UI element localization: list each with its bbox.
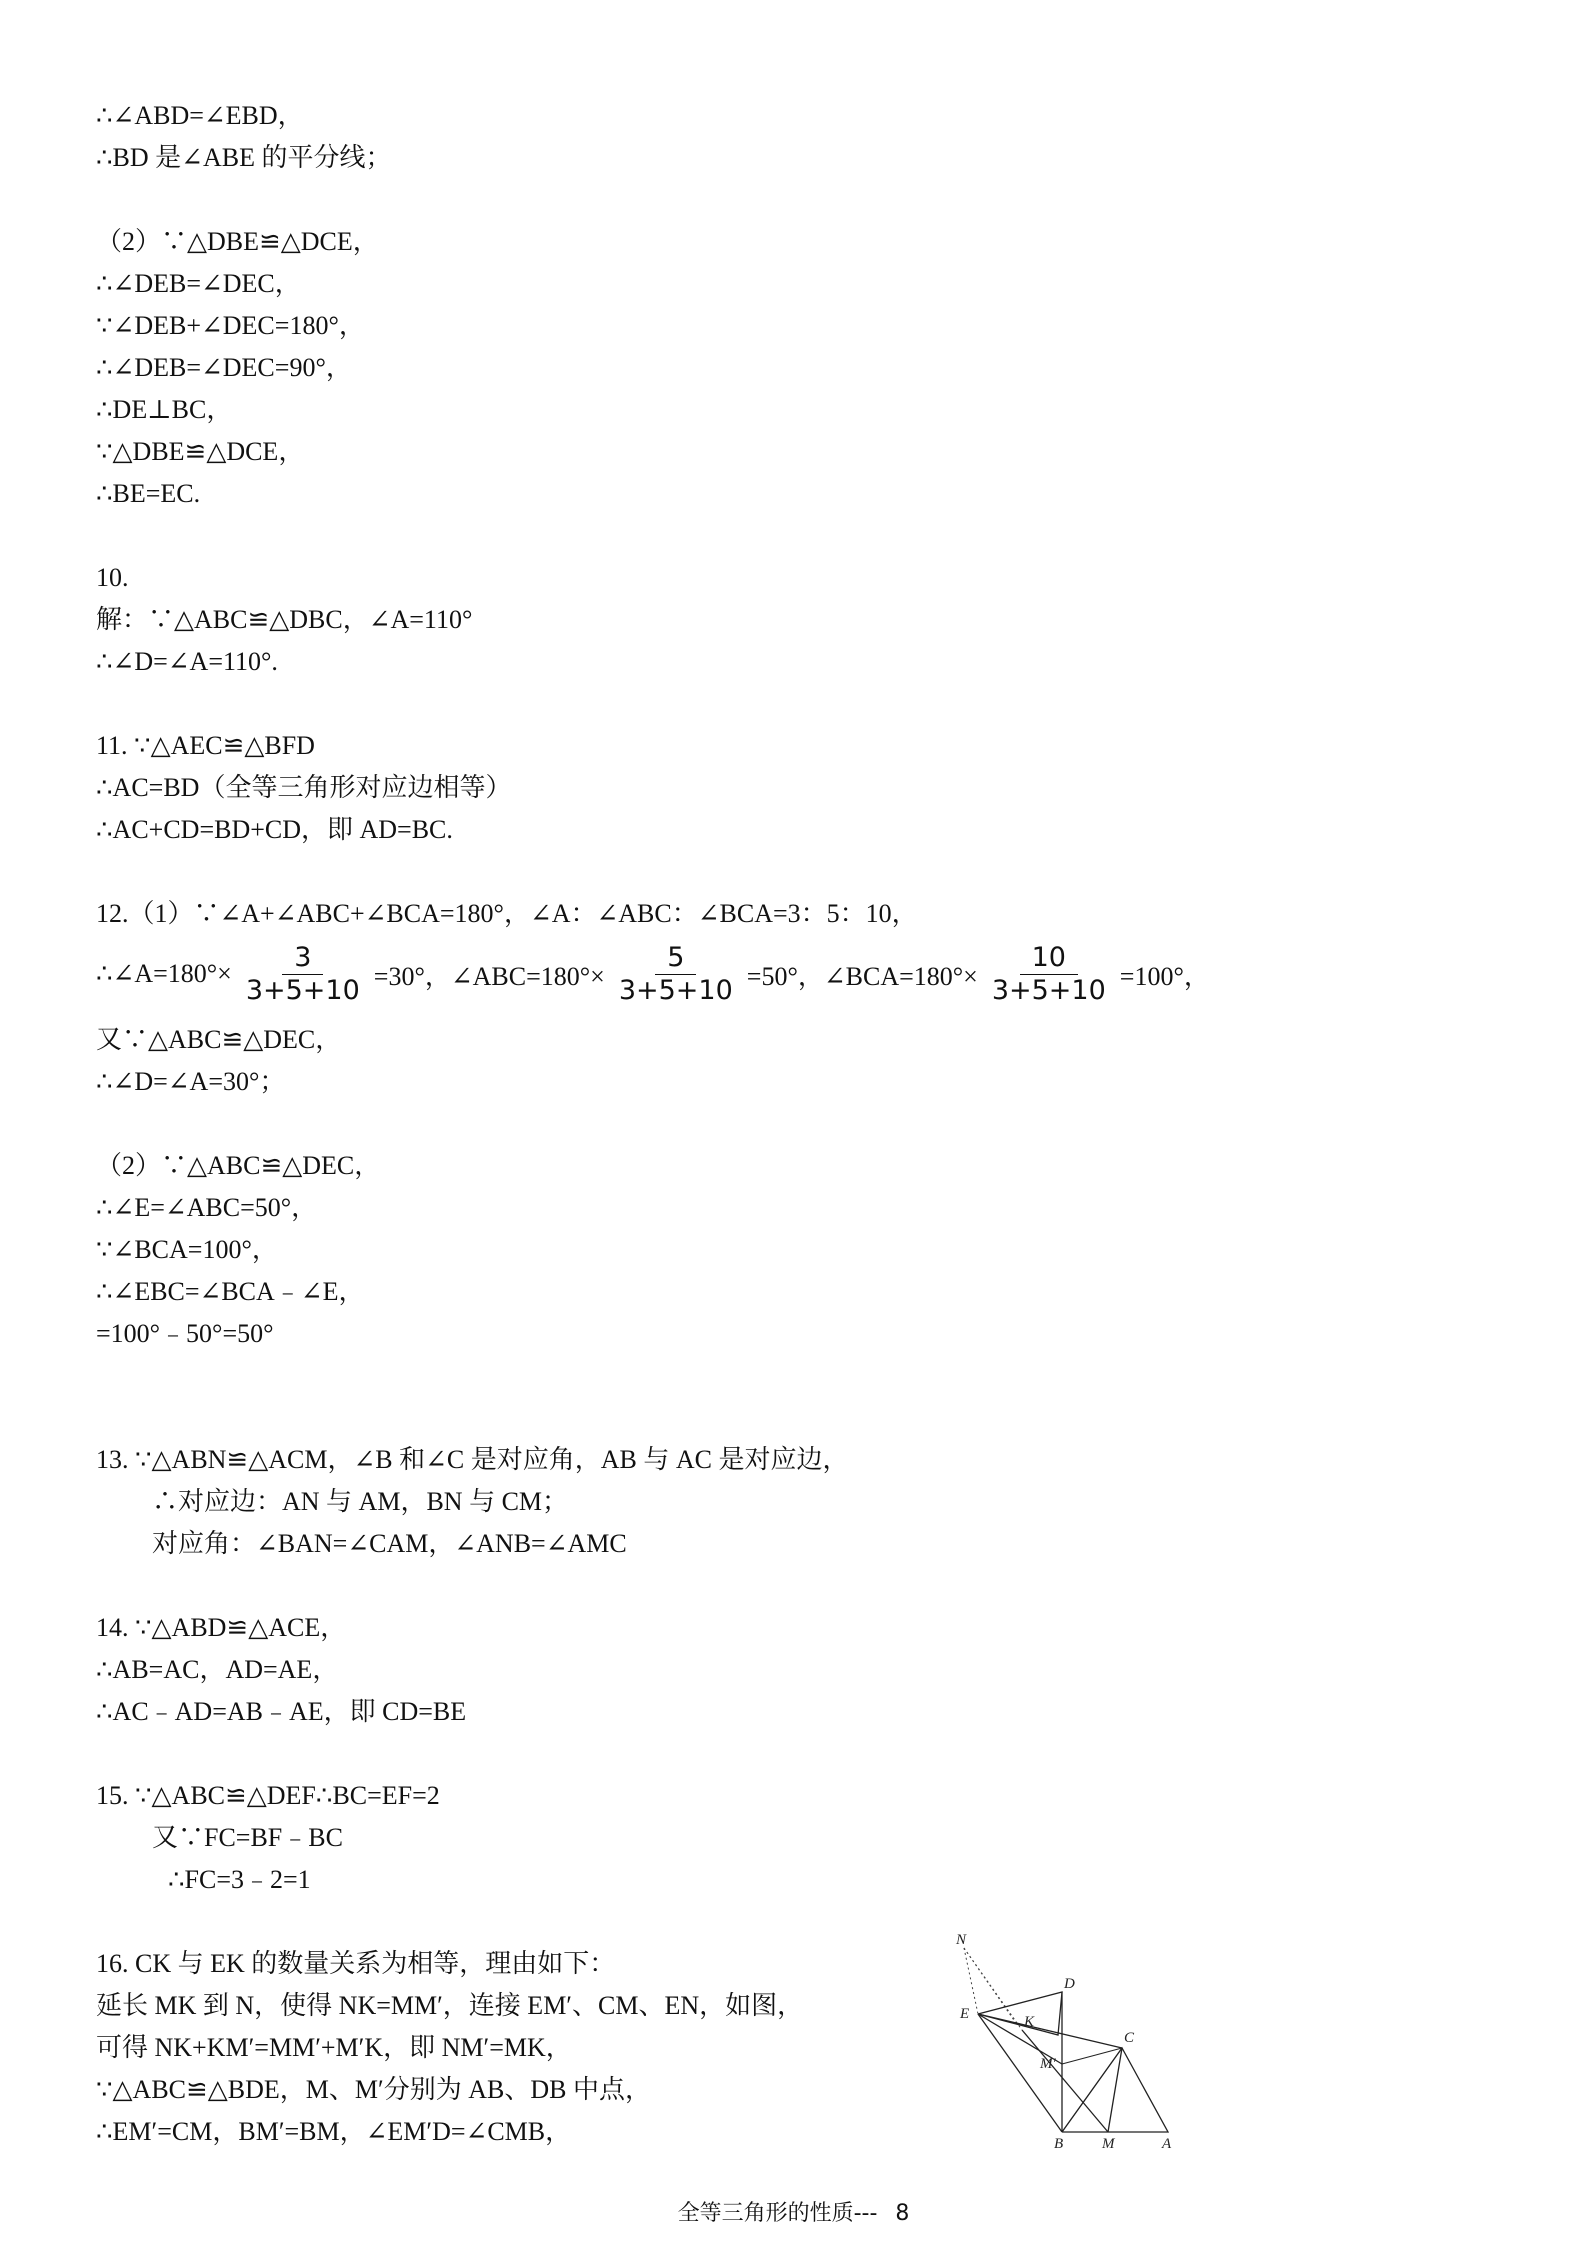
text-line: ∴EM′=CM，BM′=BM，∠EM′D=∠CMB， xyxy=(96,2117,572,2146)
label-k: K xyxy=(1024,2014,1035,2030)
label-b: B xyxy=(1054,2136,1064,2150)
text-line: =100°﹣50°=50° xyxy=(96,1319,274,1348)
dotted-line-ne xyxy=(964,1948,978,2014)
text-line: ∴AC=BD（全等三角形对应边相等） xyxy=(96,773,512,802)
label-m: M xyxy=(1102,2136,1115,2150)
text-line: ∴AC+CD=BD+CD，即 AD=BC. xyxy=(96,815,453,844)
text-line: ∵△ABC≌△BDE，M、M′分别为 AB、DB 中点， xyxy=(96,2075,651,2104)
text-line: 13. ∵△ABN≌△ACM，∠B 和∠C 是对应角，AB 与 AC 是对应边， xyxy=(96,1445,849,1474)
text-line: （2）∵△ABC≌△DEC， xyxy=(96,1151,381,1180)
label-c: C xyxy=(1124,2030,1135,2046)
fraction xyxy=(234,942,372,1007)
dotted-line-nk2 xyxy=(964,1948,1018,2026)
page-number: 8 xyxy=(895,2201,910,2226)
geometry-figure xyxy=(950,1930,1180,2150)
question-number: 10. xyxy=(96,563,129,592)
text-line: ∴DE⊥BC， xyxy=(96,395,233,424)
text-line: 16. CK 与 EK 的数量关系为相等，理由如下： xyxy=(96,1949,616,1978)
text-line: ∴∠EBC=∠BCA﹣∠E， xyxy=(96,1277,365,1306)
fraction-denominator: 3+5+10 xyxy=(618,974,733,1006)
text-line: 又∵FC=BF﹣BC xyxy=(152,1823,343,1852)
segment-ec xyxy=(978,2014,1122,2048)
fraction xyxy=(607,942,745,1007)
segment-km xyxy=(1022,2030,1108,2132)
fraction-numerator: 3 xyxy=(282,942,323,975)
fraction-denominator: 3+5+10 xyxy=(245,974,360,1006)
text-line: 12.（1）∵∠A+∠ABC+∠BCA=180°，∠A：∠ABC：∠BCA=3：5：10， xyxy=(96,899,918,928)
equation-text: =30°，∠ABC=180°× xyxy=(373,961,605,991)
text-line: 延长 MK 到 N，使得 NK=MM′，连接 EM′、CM、EN，如图， xyxy=(96,1991,804,2020)
text-line: ∵∠BCA=100°， xyxy=(96,1235,278,1264)
label-n: N xyxy=(956,1932,967,1948)
text-line: 解：∵△ABC≌△DBC，∠A=110° xyxy=(96,605,473,634)
text-line: ∴∠ABD=∠EBD， xyxy=(96,101,304,130)
text-line: ∴FC=3﹣2=1 xyxy=(168,1865,311,1894)
text-line: 11. ∵△AEC≌△BFD xyxy=(96,731,315,760)
segment-cm xyxy=(1108,2048,1122,2132)
text-line: ∴∠DEB=∠DEC， xyxy=(96,269,301,298)
fraction xyxy=(980,942,1118,1007)
text-line: 又∵△ABC≌△DEC， xyxy=(96,1025,342,1054)
fraction-numerator: 5 xyxy=(655,942,696,975)
equation-text: =100°， xyxy=(1119,961,1210,991)
text-line: ∴BD 是∠ABE 的平分线； xyxy=(96,143,392,172)
text-line: 可得 NK+KM′=MM′+M′K，即 NM′=MK， xyxy=(96,2033,572,2062)
triangle-bde-top xyxy=(978,1992,1062,2035)
fraction-equation-line xyxy=(96,934,1210,1014)
text-line: ∵∠DEB+∠DEC=180°， xyxy=(96,311,365,340)
text-line: ∴∠D=∠A=110°. xyxy=(96,647,278,676)
equation-text: =50°，∠BCA=180°× xyxy=(746,961,978,991)
text-line: （2）∵△DBE≌△DCE， xyxy=(96,227,379,256)
fraction-denominator: 3+5+10 xyxy=(991,974,1106,1006)
segment-eb xyxy=(978,2014,1062,2132)
text-line: ∴BE=EC. xyxy=(96,479,201,508)
text-line: ∴∠E=∠ABC=50°， xyxy=(96,1193,318,1222)
text-line: ∵△DBE≌△DCE， xyxy=(96,437,305,466)
label-m-prime: M′ xyxy=(1040,2056,1056,2072)
text-line: ∴AB=AC，AD=AE， xyxy=(96,1655,339,1684)
text-line: 15. ∵△ABC≌△DEF∴BC=EF=2 xyxy=(96,1781,440,1810)
text-line: ∴∠D=∠A=30°； xyxy=(96,1067,286,1096)
page-footer xyxy=(0,2196,1587,2227)
text-line: ∴∠DEB=∠DEC=90°， xyxy=(96,353,352,382)
segment-bc xyxy=(1062,2048,1122,2132)
text-line: ∴AC﹣AD=AB﹣AE，即 CD=BE xyxy=(96,1697,467,1726)
label-e: E xyxy=(960,2006,970,2022)
label-d: D xyxy=(1064,1976,1075,1992)
text-line: ∴对应边：AN 与 AM，BN 与 CM； xyxy=(152,1487,569,1516)
label-a: A xyxy=(1162,2136,1172,2150)
text-line: 对应角：∠BAN=∠CAM，∠ANB=∠AMC xyxy=(152,1529,627,1558)
text-line: 14. ∵△ABD≌△ACE， xyxy=(96,1613,347,1642)
equation-text: ∴∠A=180°× xyxy=(96,959,232,988)
fraction-numerator: 10 xyxy=(1020,942,1078,975)
footer-title: 全等三角形的性质--- xyxy=(677,2201,878,2226)
